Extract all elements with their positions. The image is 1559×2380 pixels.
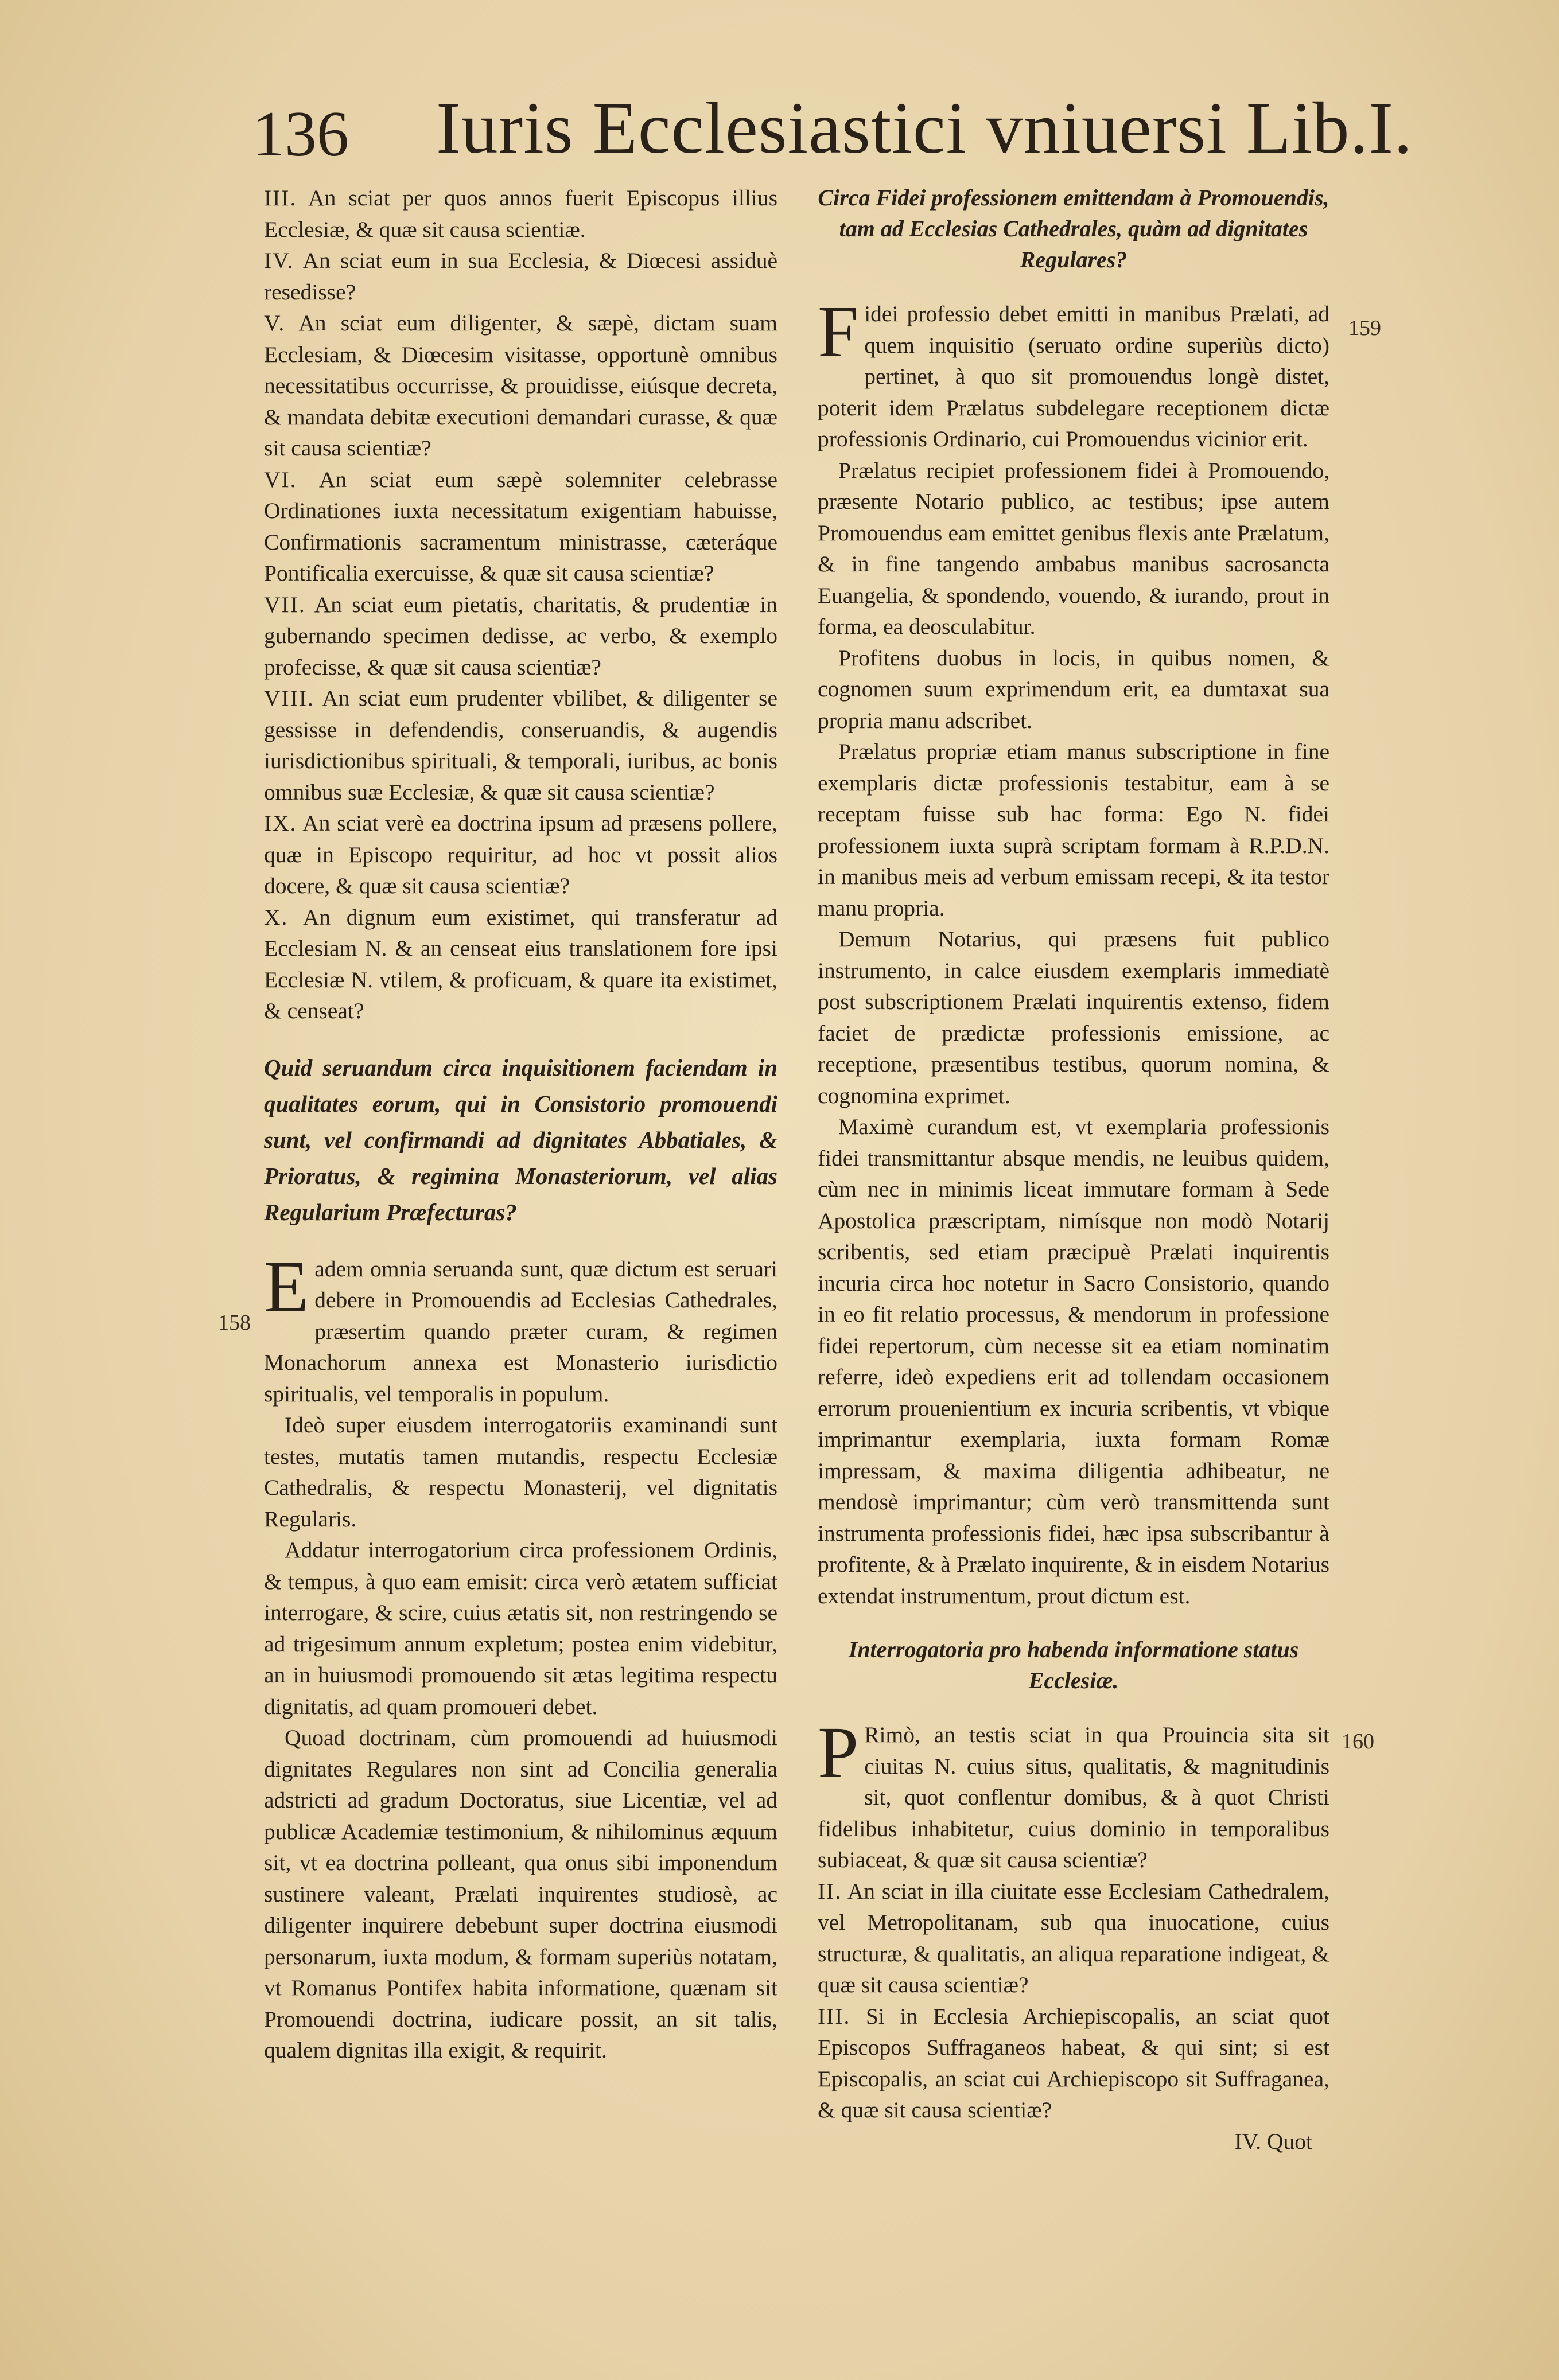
- paragraph: Ideò super eiusdem interrogatoriis examinandi sunt testes, mutatis tamen mutandis, respectu Ecclesiæ Cathedralis, & respectu Monasterij, vel dignitatis Regularis.: [264, 1412, 777, 1532]
- item-text: An sciat in illa ciuitate esse Ecclesiam Cathedralem, vel Metropolitanam, sub qua inuocatione, cuius structuræ, & qualitatis, an aliqua reparatione indigeat, & quæ sit causa scientiæ?: [818, 1878, 1329, 1997]
- item-number: V.: [264, 310, 286, 336]
- margin-note-159: 159: [1348, 316, 1381, 340]
- paragraph-text: Rimò, an testis sciat in qua Prouincia sita sit ciuitas N. cuius situs, qualitatis, & magnitudinis sit, quot conflentur domibus, & à quot Christi fidelibus inhabitetur, cuius dominio in temporalibus subiaceat, & quæ sit causa scientiæ?: [818, 1722, 1329, 1872]
- item-number: IX.: [264, 811, 297, 836]
- item-text: An sciat eum sæpè solemniter celebrasse Ordinationes iuxta necessitatum exigentiam habuisse, Confirmationis sacramentum ministrasse, cæteráque Pontificalia exercuisse, & quæ sit causa scientiæ?: [264, 466, 777, 586]
- section-heading: Interrogatoria pro habenda informatione status Ecclesiæ.: [848, 1637, 1299, 1693]
- drop-capital: E: [264, 1245, 309, 1327]
- item-text: An sciat eum diligenter, & sæpè, dictam suam Ecclesiam, & Diœcesim visitasse, opportunè omnibus necessitatibus occurrisse, & prouidisse, eiúsque decreta, & mandata debitæ executioni demandari curasse, & quæ sit causa scientiæ?: [264, 310, 778, 461]
- paragraph: Demum Notarius, qui præsens fuit publico instrumento, in calce eiusdem exemplaris immediatè post subscriptionem Prælati inquirentis extenso, fidem faciet de prædictæ professionis emissione, ac receptione, præsentibus testibus, quorum nomina, & cognomina exprimet.: [818, 926, 1329, 1108]
- margin-note-158: 158: [218, 1311, 251, 1335]
- paragraph: Maximè curandum est, vt exemplaria professionis fidei transmittantur absque mendis, ne leuibus quidem, cùm nec in minimis liceat immutare formam à Sede Apostolica præscriptam, nimísque non modò Notarij scribentis, sed etiam præcipuè Prælati inquirentis incuria circa hoc notetur in Sacro Consistorio, quando in eo fit relatio processus, & mendorum in professione fidei repertorum, cùm necesse sit ea etiam nominatim referre, ideò expediens erit ad tollendam occasionem errorum prouenientium ex incuria scribentis, vt vbique imprimantur exemplaria, iuxta formam Romæ impressam, & maxima diligentia adhibeatur, ne mendosè imprimantur; cùm verò transmittenda sunt instrumenta professionis fidei, hæc ipsa subscribantur à profitente, & à Prælato inquirente, & in eisdem Notarius extendat instrumentum, prout dictum est.: [818, 1114, 1329, 1608]
- item-text: An sciat eum prudenter vbilibet, & diligenter se gessisse in defendendis, conseruandis, & augendis iurisdictionibus spirituali, & temporali, iuribus, ac bonis omnibus suæ Ecclesiæ, & quæ sit causa scientiæ?: [264, 685, 777, 805]
- list-item: [264, 902, 777, 1027]
- paragraph-text: idei professio debet emitti in manibus Prælati, ad quem inquisitio (seruato ordine superiùs dicto) pertinet, à quo sit promouendus longè distet, poterit idem Prælatus subdelegare receptionem dictæ professionis Ordinario, cui Promouendus vicinior erit.: [818, 301, 1329, 451]
- item-number: VIII.: [264, 685, 314, 711]
- paragraph: Addatur interrogatorium circa professionem Ordinis, & tempus, à quo eam emisit: circa verò ætatem sufficiat interrogare, & scire, cuius ætatis sit, non restringendo se ad trigesimum annum expletum; postea enim videbitur, an in huiusmodi promouendo sit ætas legitima respectu dignitatis, ad quam promoueri debet.: [264, 1537, 777, 1719]
- drop-capital: P: [818, 1712, 859, 1793]
- item-number: III.: [818, 2003, 851, 2029]
- list-item: [264, 464, 777, 589]
- item-number: X.: [264, 904, 289, 930]
- list-item: [818, 1876, 1329, 2001]
- paragraph: Profitens duobus in locis, in quibus nomen, & cognomen suum exprimendum erit, ea dumtaxat sua propria manu adscribet.: [818, 645, 1329, 733]
- right-column: [818, 182, 1329, 2157]
- left-column: [264, 182, 777, 2066]
- item-text: An sciat verè ea doctrina ipsum ad præsens pollere, quæ in Episcopo requiritur, ad hoc vt possit alios docere, & quæ sit causa scientiæ?: [264, 811, 778, 898]
- drop-capital: F: [818, 291, 859, 372]
- item-number: III.: [264, 185, 297, 211]
- item-text: An sciat eum pietatis, charitatis, & prudentiæ in gubernando specimen dedisse, ac verbo, & exemplo profecisse, & quæ sit causa scientiæ?: [264, 591, 777, 680]
- paragraph-text: adem omnia seruanda sunt, quæ dictum est seruari debere in Promouendis ad Ecclesias Cathedrales, præsertim quando præter curam, & regimen Monachorum annexa est Monasterio iurisdictio spiritualis, vel temporalis in populum.: [264, 1256, 777, 1407]
- running-title: Iuris Ecclesiastici vniuersi Lib.I.: [436, 87, 1413, 169]
- item-number: II.: [818, 1878, 842, 1904]
- item-text: An sciat eum in sua Ecclesia, & Diœcesi assiduè resedisse?: [264, 248, 777, 305]
- page-number: 136: [252, 99, 349, 170]
- list-item: [264, 245, 777, 307]
- list-item: [264, 307, 777, 464]
- list-item: [264, 808, 777, 902]
- margin-note-160: 160: [1342, 1730, 1374, 1754]
- section-heading: Circa Fidei professionem emittendam à Promouendis, tam ad Ecclesias Cathedrales, quàm ad dignitates Regulares?: [818, 185, 1329, 272]
- list-item: [818, 2001, 1329, 2126]
- item-number: VII.: [264, 591, 306, 617]
- section-heading: Quid seruandum circa inquisitionem faciendam in qualitates eorum, qui in Consistorio promouendi sunt, vel confirmandi ad dignitates Abbatiales, & Prioratus, & regimina Monasteriorum, vel alias Regularium Præfecturas?: [264, 1054, 777, 1225]
- paragraph: [264, 1245, 777, 1410]
- list-item: [264, 683, 777, 808]
- catchword: IV. Quot: [1234, 2128, 1312, 2154]
- item-text: An sciat per quos annos fuerit Episcopus illius Ecclesiæ, & quæ sit causa scientiæ.: [264, 185, 777, 242]
- item-text: An dignum eum existimet, qui transferatur ad Ecclesiam N. & an censeat eius translationem fore ipsi Ecclesiæ N. vtilem, & proficuam, & quare ita existimet, & censeat?: [264, 904, 777, 1023]
- list-item: [264, 182, 777, 245]
- paragraph: [818, 1712, 1329, 1876]
- item-text: Si in Ecclesia Archiepiscopalis, an sciat quot Episcopos Suffraganeos habeat, & qui sint; si est Episcopalis, an sciat cui Archiepiscopo sit Suffraganea, & quæ sit causa scientiæ?: [818, 2003, 1329, 2122]
- paragraph: Quoad doctrinam, cùm promouendi ad huiusmodi dignitates Regulares non sint ad Concilia generalia adstricti ad gradum Doctoratus, siue Licentiæ, vel ad publicæ Academiæ testimonium, & nihilominus æquum sit, vt ea doctrina polleant, qua onus sibi imponendum sustinere valeant, Prælati inquirentes studiosè, ac diligenter inquirere debebunt super doctrina eiusmodi personarum, iuxta modum, & formam superiùs notatam, vt Romanus Pontifex habita informatione, quænam sit Promouendi doctrina, iudicare possit, an sit talis, qualem dignitas illa exigit, & requirit.: [264, 1725, 777, 2063]
- page-header: [252, 86, 1413, 184]
- paragraph: Prælatus propriæ etiam manus subscriptione in fine exemplaris dictæ professionis testabitur, eam à se receptam fuisse sub hac forma: Ego N. fidei professionem iuxta suprà scriptam formam à R.P.D.N. in manibus meis ad verbum emissam recepi, & ita testor manu propria.: [818, 739, 1329, 921]
- list-item: [264, 589, 777, 683]
- item-number: IV.: [264, 248, 294, 273]
- paragraph: [818, 291, 1329, 455]
- paragraph: Prælatus recipiet professionem fidei à Promouendo, præsente Notario publico, ac testibus; ipse autem Promouendus eam emittet genibus flexis ante Prælatum, & in fine tangendo ambabus manibus sacrosancta Euangelia, & spondendo, vouendo, & iurando, prout in forma, ea deosculabitur.: [818, 457, 1329, 639]
- item-number: VI.: [264, 466, 297, 492]
